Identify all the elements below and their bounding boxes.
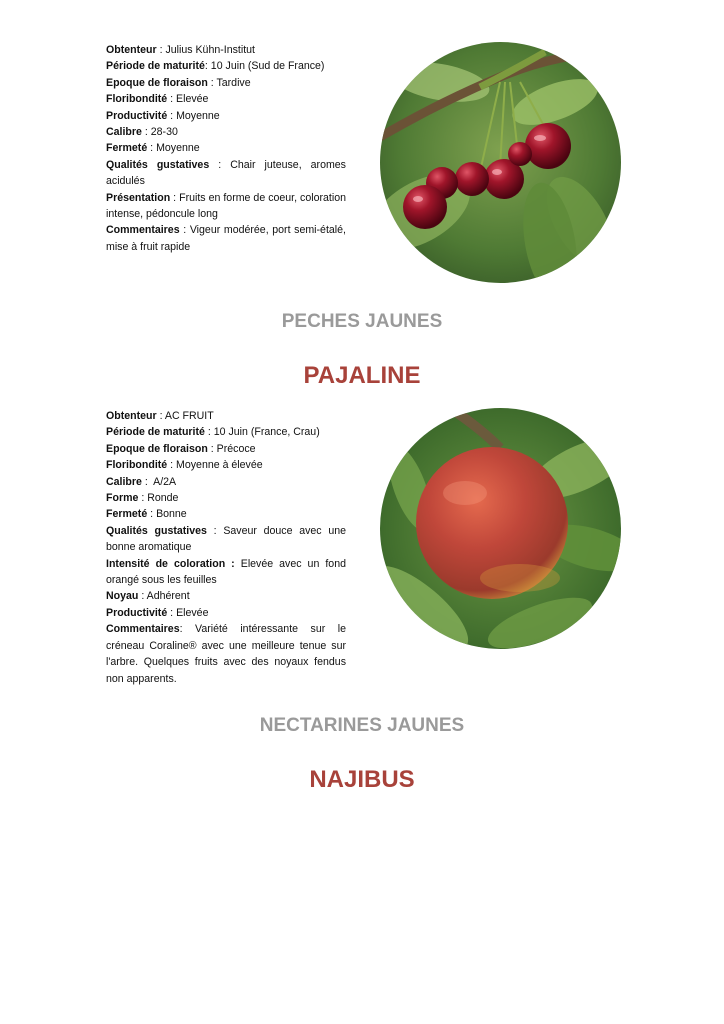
pajaline-row-commentaires: Commentaires: Variété intéressante sur le créneau Coraline® avec une meilleure tenue sur l'arbre. Quelques fruits avec des noyaux fendus non apparents. [106, 623, 346, 685]
pajaline-description [106, 408, 346, 687]
cherry-row-floraison: Epoque de floraison : Tardive [106, 76, 251, 89]
pajaline-row-floraison: Epoque de floraison : Précoce [106, 442, 256, 455]
pajaline-row-calibre: Calibre : A/2A [106, 475, 177, 488]
pajaline-row-noyau: Noyau : Adhérent [106, 590, 190, 603]
cherry-row-qualites: Qualités gustatives : Chair juteuse, aromes acidulés [106, 158, 346, 188]
cherry-row-calibre: Calibre : 28-30 [106, 126, 178, 139]
pajaline-row-floribondite: Floribondité : Moyenne à élevée [106, 459, 263, 472]
cherry-row-maturite: Période de maturité: 10 Juin (Sud de France) [106, 60, 325, 73]
section-title-peches: PECHES JAUNES [281, 311, 443, 332]
pajaline-row-forme: Forme : Ronde [106, 492, 179, 505]
pajaline-row-maturite: Période de maturité : 10 Juin (France, Crau) [106, 426, 320, 439]
pajaline-row-productivite: Productivité : Elevée [106, 606, 209, 619]
cherry-row-fermete: Fermeté : Moyenne [106, 142, 200, 155]
cherry-row-presentation: Présentation : Fruits en forme de coeur, coloration intense, pédoncule long [106, 191, 346, 221]
cherry-row-commentaires: Commentaires : Vigeur modérée, port semi-étalé, mise à fruit rapide [106, 224, 346, 253]
pajaline-row-obtenteur: Obtenteur : AC FRUIT [106, 410, 214, 422]
variety-title-pajaline: PAJALINE [303, 362, 421, 389]
pajaline-row-coloration: Intensité de coloration : Elevée avec un fond orangé sous les feuilles [106, 557, 346, 587]
section-title-nectarines: NECTARINES JAUNES [259, 715, 465, 736]
pajaline-row-qualites: Qualités gustatives : Saveur douce avec une bonne aromatique [106, 524, 346, 554]
cherry-row-floribondite: Floribondité : Elevée [106, 93, 209, 106]
peach-photo [380, 408, 621, 649]
cherry-description [106, 42, 346, 255]
cherry-row-productivite: Productivité : Moyenne [106, 109, 220, 122]
cherry-photo [380, 42, 621, 283]
cherry-row-obtenteur: Obtenteur : Julius Kühn-Institut [106, 44, 255, 56]
pajaline-row-fermete: Fermeté : Bonne [106, 508, 187, 521]
variety-title-najibus: NAJIBUS [309, 766, 415, 793]
